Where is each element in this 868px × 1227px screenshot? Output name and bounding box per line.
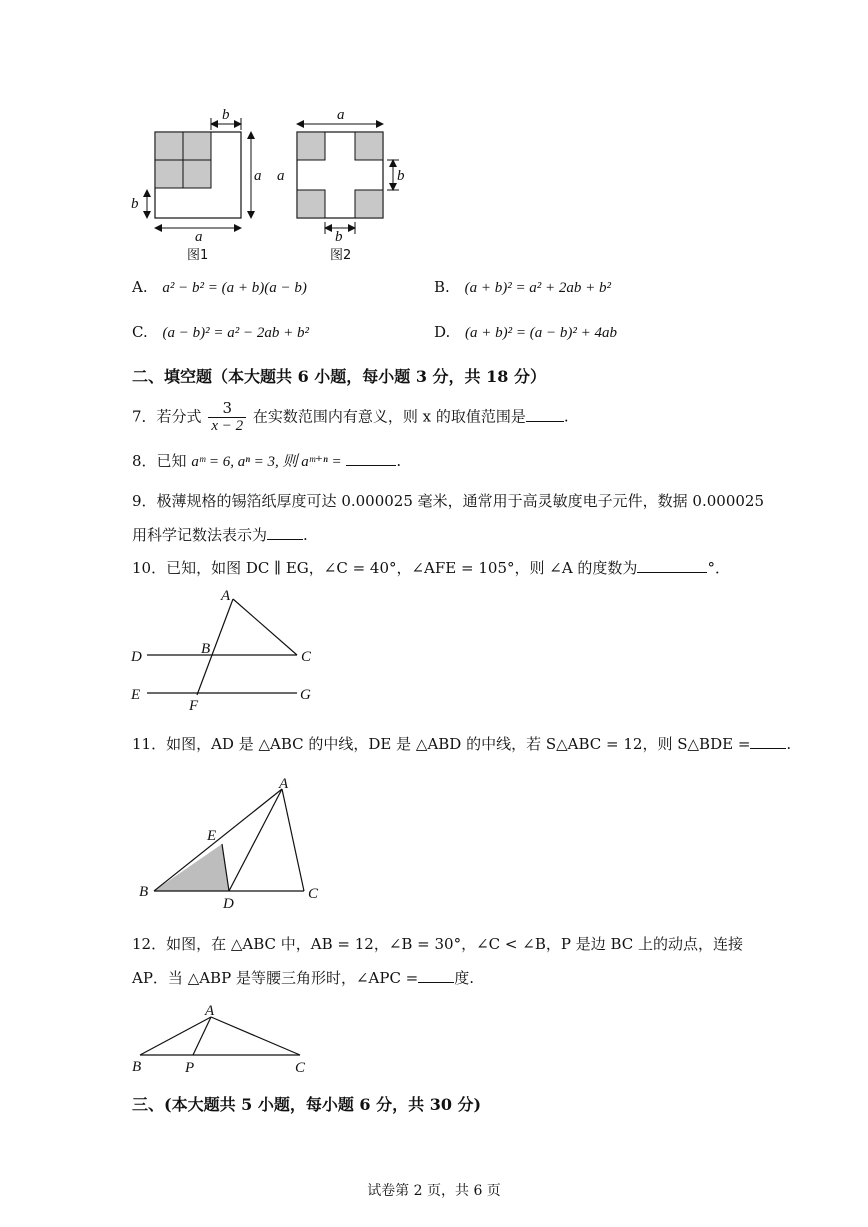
fig2-left-a-label: a	[277, 168, 285, 184]
fig10-label-c: C	[301, 649, 312, 665]
page-footer: 试卷第 2 页，共 6 页	[367, 1183, 501, 1199]
q11-text: 11．如图，AD 是 △ABC 的中线，DE 是 △ABD 的中线，若 S△ABC = 12，则 S△BDE =	[132, 735, 751, 753]
q9-line2-wrap	[132, 524, 308, 545]
fig12-label-a: A	[205, 1003, 215, 1019]
q7-answer-blank[interactable]	[526, 421, 564, 422]
figure-q11	[125, 770, 335, 915]
fig11-label-a: A	[279, 776, 289, 792]
q8-condition: aᵐ = 6, aⁿ = 3,	[191, 454, 279, 470]
q11-answer-blank[interactable]	[750, 748, 786, 749]
option-c-letter: C.	[132, 323, 148, 341]
option-a-expr: a² − b² = (a + b)(a − b)	[162, 280, 307, 296]
fig2-right-b-label: b	[397, 168, 405, 184]
fig10-label-b: B	[201, 641, 211, 657]
fig1-right-a-label: a	[254, 168, 262, 184]
option-c	[132, 323, 309, 342]
option-d-expr: (a + b)² = (a − b)² + 4ab	[465, 325, 618, 341]
q7-prefix: 7．若分式	[132, 407, 202, 426]
section-2-title: 二、填空题（本大题共 6 小题，每小题 3 分，共 18 分）	[132, 367, 546, 386]
option-c-expr: (a − b)² = a² − 2ab + b²	[162, 325, 309, 341]
q8-mid: 则 aᵐ⁺ⁿ =	[278, 454, 342, 470]
option-d	[434, 323, 617, 342]
q7-suffix: 在实数范围内有意义，则 x 的取值范围是	[252, 407, 526, 426]
fig10-label-a: A	[221, 588, 231, 604]
q8-prefix: 8．已知	[132, 452, 192, 470]
option-b-expr: (a + b)² = a² + 2ab + b²	[464, 280, 612, 296]
q12-line1: 12．如图，在 △ABC 中，AB = 12，∠B = 30°，∠C < ∠B，P 是边 BC 上的动点，连接	[132, 935, 744, 953]
fig10-label-f: F	[189, 698, 199, 714]
fig12-label-b: B	[132, 1059, 142, 1075]
fig1-bottom-a-label: a	[195, 229, 203, 245]
figure-squares	[125, 100, 425, 270]
q9-answer-blank[interactable]	[267, 539, 303, 540]
fig1-caption: 图1	[187, 248, 209, 263]
fig1-left-b-label: b	[131, 196, 139, 212]
fig10-label-d: D	[131, 649, 142, 665]
q7-denominator: x − 2	[211, 418, 244, 434]
q12-line2: AP．当 △ABP 是等腰三角形时，∠APC =	[132, 969, 419, 987]
q11-end: .	[786, 735, 792, 753]
fig11-label-c: C	[308, 886, 319, 902]
option-d-letter: D.	[434, 323, 451, 341]
fig2-caption: 图2	[330, 248, 352, 263]
option-b	[434, 278, 611, 297]
question-8	[132, 450, 401, 471]
q10-answer-blank[interactable]	[637, 572, 707, 573]
question-10	[132, 557, 730, 578]
fig10-label-e: E	[131, 687, 141, 703]
fig11-label-e: E	[207, 828, 217, 844]
fig11-label-d: D	[223, 896, 234, 912]
q9-end: .	[303, 526, 308, 544]
q10-text: 10．已知，如图 DC ∥ EG，∠C = 40°，∠AFE = 105°，则 ∠A 的度数为	[132, 559, 638, 577]
question-7	[132, 400, 569, 435]
fig12-label-p: P	[185, 1060, 195, 1076]
fig12-label-c: C	[295, 1060, 306, 1076]
figure-q12	[125, 995, 325, 1080]
section-3-title: 三、(本大题共 5 小题，每小题 6 分，共 30 分)	[132, 1095, 482, 1114]
q7-numerator: 3	[208, 400, 246, 418]
figure-1	[131, 107, 262, 263]
q8-answer-blank[interactable]	[346, 465, 396, 466]
figure-q10	[125, 585, 325, 715]
option-a-letter: A.	[132, 278, 148, 296]
q7-end: .	[563, 407, 569, 426]
fig1-top-b-label: b	[222, 107, 230, 123]
q12-end: 度.	[454, 969, 475, 987]
q10-end: °．	[707, 559, 730, 577]
fig10-label-g: G	[300, 687, 311, 703]
figure-2	[277, 107, 405, 263]
q7-fraction	[208, 400, 246, 435]
q12-answer-blank[interactable]	[418, 982, 454, 983]
fig11-label-b: B	[139, 884, 149, 900]
q12-line2-wrap	[132, 967, 474, 988]
q8-end: .	[396, 452, 402, 470]
option-b-letter: B.	[434, 278, 450, 296]
question-11	[132, 733, 791, 754]
q9-line1: 9．极薄规格的锡箔纸厚度可达 0.000025 毫米，通常用于高灵敏度电子元件，数据 0.000025	[132, 492, 764, 510]
fig2-bottom-b-label: b	[335, 229, 343, 245]
fig2-top-a-label: a	[337, 107, 345, 123]
q9-line2: 用科学记数法表示为	[132, 526, 268, 544]
option-a	[132, 278, 307, 297]
